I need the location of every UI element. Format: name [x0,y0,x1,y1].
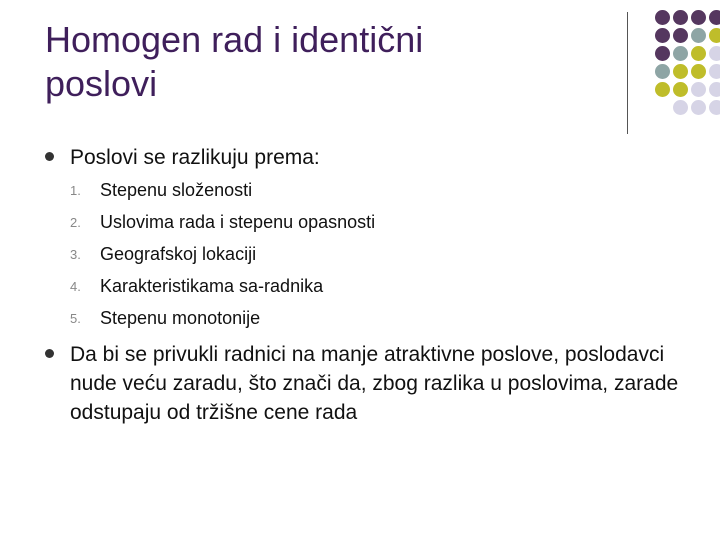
decorative-dot [709,82,720,97]
decorative-dot [655,82,670,97]
empty-cell [637,10,652,25]
list-item [70,302,375,334]
empty-cell [637,64,652,79]
decorative-dot [655,46,670,61]
decorative-dot [673,10,688,25]
decorative-dot [709,64,720,79]
decorative-dot [691,28,706,43]
decorative-dot [691,82,706,97]
empty-cell [655,100,670,115]
bullet-icon [45,349,54,358]
list-item-text: Stepenu monotonije [100,307,261,328]
decorative-dot [673,82,688,97]
decorative-dot [691,64,706,79]
decorative-dot-grid [637,10,720,118]
list-item-text: Uslovima rada i stepenu opasnosti [100,211,376,232]
empty-cell [637,82,652,97]
decorative-dot [673,28,688,43]
decorative-divider [627,12,628,134]
list-item [70,174,375,206]
list-item [70,206,375,238]
bullet-icon [45,152,54,161]
bullet-item-1 [45,143,320,172]
bullet-text: Da bi se privukli radnici na manje atraktivne poslove, poslodavci nude veću zaradu, što znači da, zbog razlika u poslovima, zarade odstupaju od tržišne cene rada [70,343,679,424]
decorative-dot [709,10,720,25]
decorative-dot [709,46,720,61]
decorative-dot [655,10,670,25]
title-line-1: Homogen rad i identični [45,19,424,60]
empty-cell [637,46,652,61]
list-number: 2. [70,214,81,230]
list-item-text: Geografskoj lokaciji [100,243,257,264]
empty-cell [637,100,652,115]
numbered-list [70,174,375,334]
slide-title [45,18,605,106]
decorative-dot [709,100,720,115]
list-number: 5. [70,310,81,326]
title-line-2: poslovi [45,63,158,104]
decorative-dot [673,100,688,115]
decorative-dot [655,64,670,79]
decorative-dot [709,28,720,43]
decorative-dot [691,100,706,115]
list-item [70,270,375,302]
bullet-item-2 [45,340,685,427]
empty-cell [637,28,652,43]
list-item-text: Karakteristikama sa-radnika [100,275,324,296]
decorative-dot [673,64,688,79]
decorative-dot [691,10,706,25]
list-item [70,238,375,270]
bullet-text: Poslovi se razlikuju prema: [70,146,320,169]
list-number: 3. [70,246,81,262]
list-number: 1. [70,182,81,198]
decorative-dot [655,28,670,43]
decorative-dot [673,46,688,61]
list-number: 4. [70,278,81,294]
decorative-dot [691,46,706,61]
list-item-text: Stepenu složenosti [100,179,253,200]
